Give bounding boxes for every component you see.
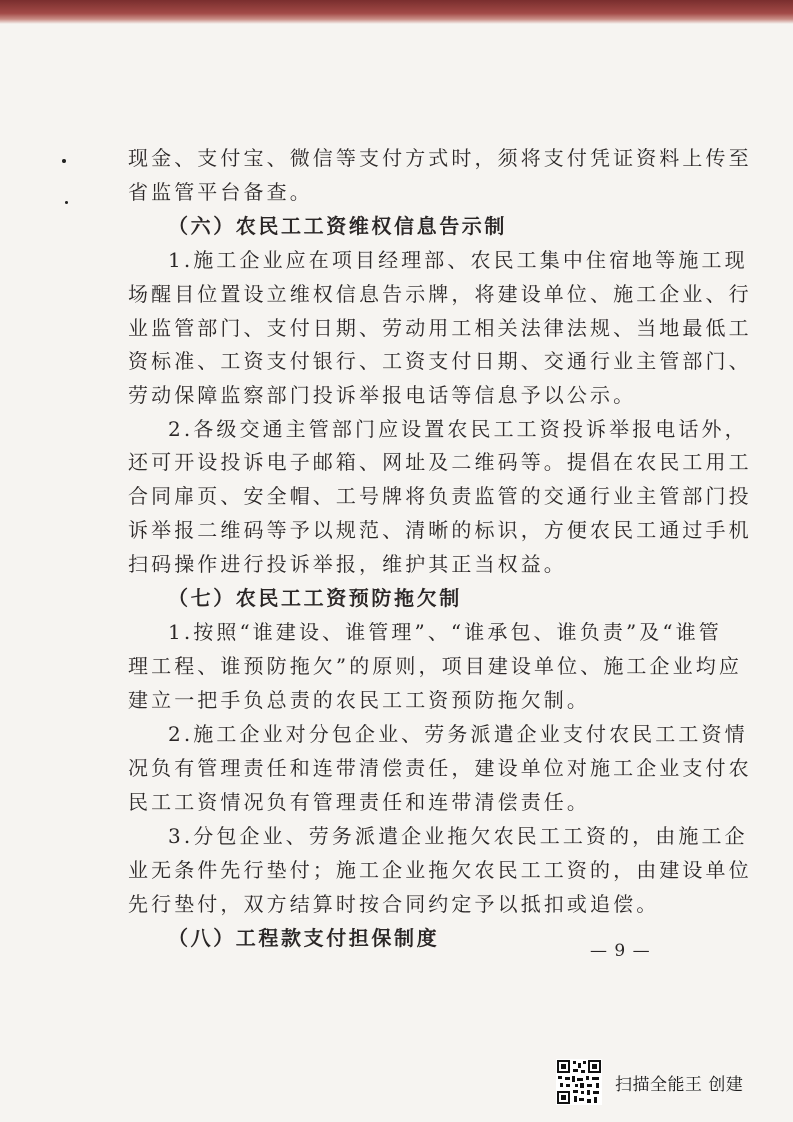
text-line: 业监管部门、支付日期、劳动用工相关法律法规、当地最低工 — [128, 316, 752, 340]
text-line: 劳动保障监察部门投诉举报电话等信息予以公示。 — [128, 383, 637, 407]
text-line: 先行垫付，双方结算时按合同约定予以抵扣或追偿。 — [128, 892, 660, 916]
text-line: 1.按照“谁建设、谁管理”、“谁承包、谁负责”及“谁管 — [168, 620, 722, 644]
text-line: 资标准、工资支付银行、工资支付日期、交通行业主管部门、 — [128, 349, 752, 373]
text-line: 1.施工企业应在项目经理部、农民工集中住宿地等施工现 — [168, 248, 748, 272]
text-line: 还可开设投诉电子邮箱、网址及二维码等。提倡在农民工用工 — [128, 450, 752, 474]
text-line: 现金、支付宝、微信等支付方式时，须将支付凭证资料上传至 — [128, 146, 752, 170]
text-line: 业无条件先行垫付；施工企业拖欠农民工工资的，由建设单位 — [128, 858, 752, 882]
text-line: 合同扉页、安全帽、工号牌将负责监管的交通行业主管部门投 — [128, 484, 752, 508]
text-line: 场醒目位置设立维权信息告示牌，将建设单位、施工企业、行 — [128, 282, 752, 306]
text-line: 扫码操作进行投诉举报，维护其正当权益。 — [128, 552, 567, 576]
section-heading: （六）农民工工资维权信息告示制 — [168, 214, 507, 238]
section-heading: （八）工程款支付担保制度 — [168, 926, 440, 950]
watermark-text: 扫描全能王 创建 — [615, 1074, 744, 1095]
text-line: 3.分包企业、劳务派遣企业拖欠农民工工资的，由施工企 — [168, 824, 748, 848]
text-line: 民工工资情况负有管理责任和连带清偿责任。 — [128, 790, 590, 814]
text-line: 2.施工企业对分包企业、劳务派遣企业支付农民工工资情 — [168, 722, 748, 746]
camscanner-watermark — [556, 1057, 743, 1107]
text-line: 理工程、谁预防拖欠”的原则，项目建设单位、施工企业均应 — [128, 654, 742, 678]
text-line: 诉举报二维码等予以规范、清晰的标识，方便农民工通过手机 — [128, 518, 752, 542]
text-line: 2.各级交通主管部门应设置农民工工资投诉举报电话外， — [168, 417, 748, 441]
text-line: 况负有管理责任和连带清偿责任，建设单位对施工企业支付农 — [128, 756, 752, 780]
text-line: 省监管平台备查。 — [128, 180, 313, 204]
section-heading: （七）农民工工资预防拖欠制 — [168, 586, 462, 610]
page-number: — 9 — — [590, 941, 651, 961]
text-line: 建立一把手负总责的农民工工资预防拖欠制。 — [128, 688, 590, 712]
qr-code-icon — [556, 1059, 602, 1105]
